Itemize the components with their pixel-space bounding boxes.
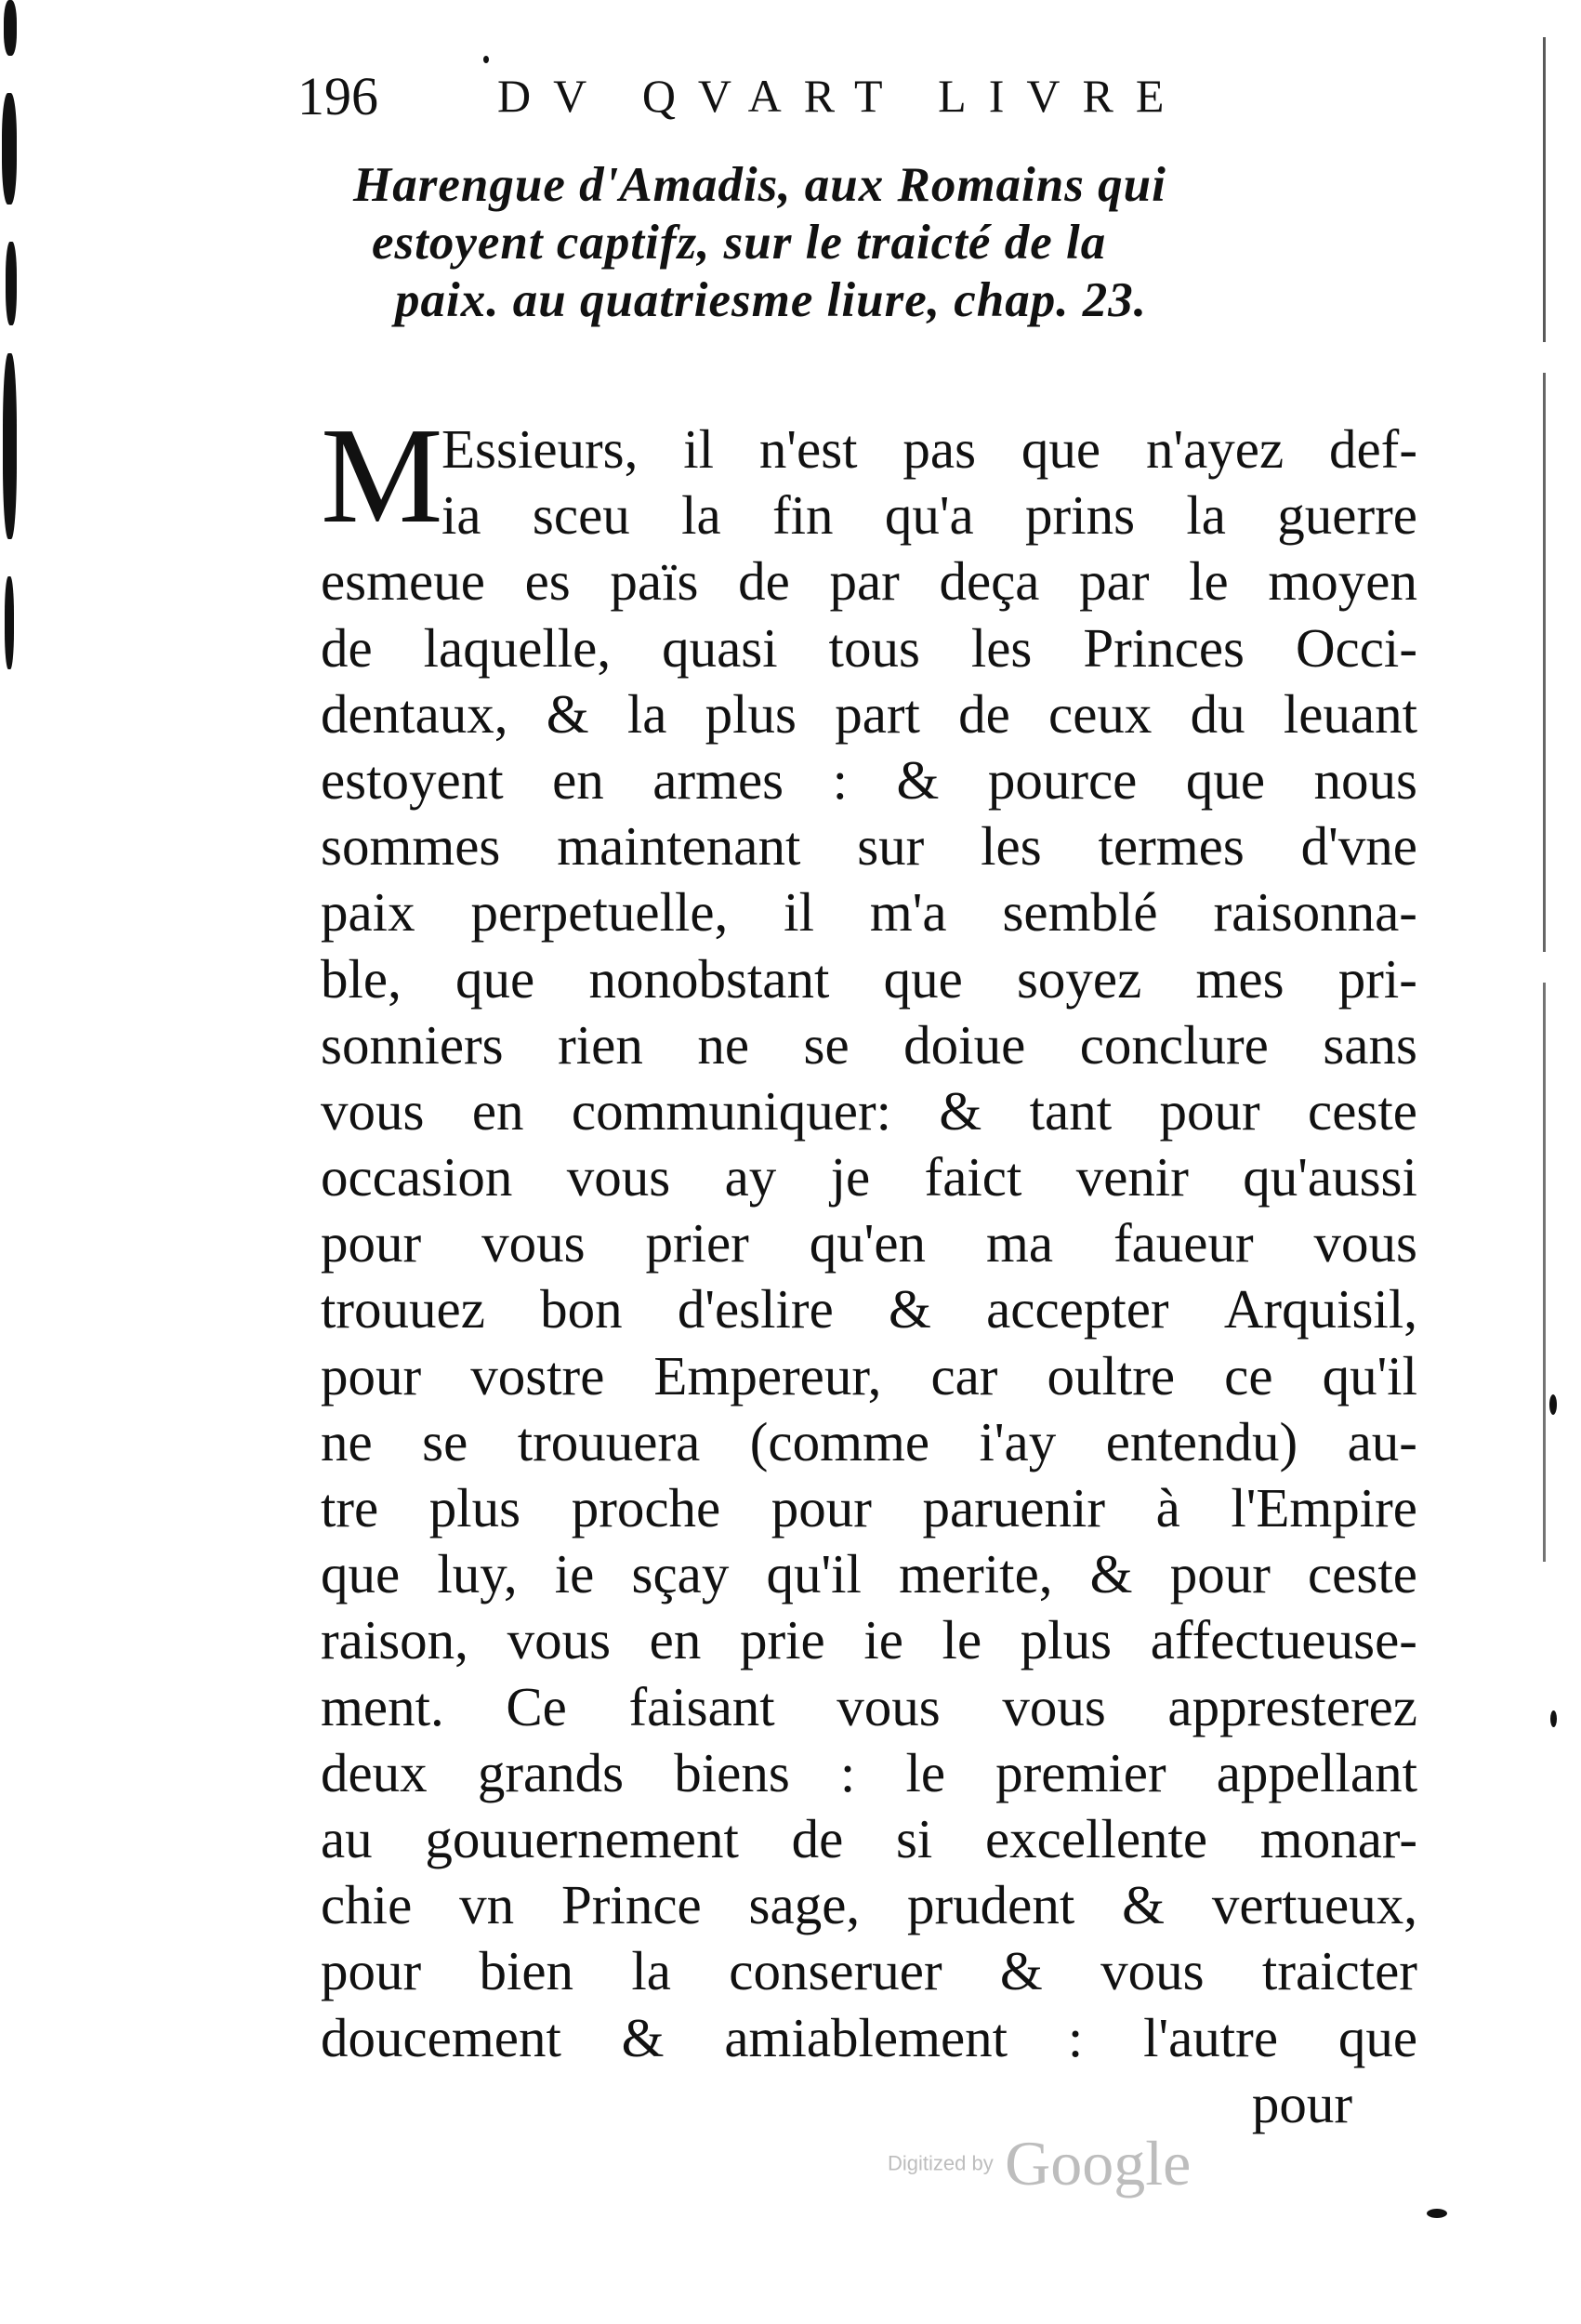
text-line bbox=[321, 1938, 1417, 2004]
word: & bbox=[1089, 1543, 1133, 1605]
word: par bbox=[829, 550, 900, 613]
edge-blot bbox=[6, 242, 17, 325]
word: du bbox=[1190, 682, 1245, 745]
page-header bbox=[297, 65, 1264, 130]
word: car bbox=[930, 1344, 998, 1406]
word: pas bbox=[902, 418, 977, 480]
word: faict bbox=[924, 1146, 1022, 1208]
word: merite, bbox=[899, 1543, 1053, 1605]
word: gouuernement bbox=[425, 1807, 739, 1869]
word: prudent bbox=[906, 1874, 1075, 1936]
word: quasi bbox=[662, 616, 778, 679]
text-line bbox=[321, 1078, 1417, 1144]
word: tous bbox=[828, 616, 920, 679]
word: Occi- bbox=[1295, 616, 1417, 679]
word: : bbox=[832, 748, 848, 811]
ink-speck bbox=[1549, 1394, 1557, 1415]
word: vous bbox=[481, 1212, 586, 1274]
word: en bbox=[552, 748, 604, 811]
left-page-edge bbox=[0, 0, 20, 1766]
word: m'a bbox=[869, 881, 947, 944]
word: deux bbox=[321, 1741, 428, 1803]
word: def- bbox=[1328, 418, 1417, 480]
edge-blot bbox=[3, 353, 17, 539]
word: excellente bbox=[984, 1807, 1208, 1869]
word: de bbox=[738, 550, 790, 613]
ink-speck bbox=[1427, 2209, 1447, 2218]
word: conseruer bbox=[729, 1940, 942, 2002]
word: vostre bbox=[470, 1344, 605, 1406]
word: nous bbox=[1313, 748, 1417, 811]
word: sage, bbox=[748, 1874, 861, 1936]
word: vous bbox=[321, 1079, 425, 1142]
word: Empereur, bbox=[653, 1344, 882, 1406]
word: accepter bbox=[986, 1278, 1169, 1340]
word: & bbox=[939, 1079, 982, 1142]
word: traicter bbox=[1261, 1940, 1417, 2002]
word: termes bbox=[1098, 815, 1245, 878]
word: la bbox=[626, 682, 667, 745]
word: deça bbox=[939, 550, 1040, 613]
text-line bbox=[321, 548, 1417, 614]
word: esmeue bbox=[321, 550, 485, 613]
word: estoyent bbox=[321, 748, 504, 811]
word: trouuera bbox=[517, 1410, 701, 1472]
word: qu'il bbox=[1322, 1344, 1417, 1406]
word: monar- bbox=[1259, 1807, 1417, 1869]
word: qu'il bbox=[766, 1543, 862, 1605]
text-line bbox=[321, 1343, 1417, 1409]
word: & bbox=[896, 748, 940, 811]
text-line bbox=[321, 1475, 1417, 1541]
word: ie bbox=[863, 1609, 903, 1671]
edge-blot bbox=[5, 576, 14, 669]
word: venir bbox=[1075, 1146, 1189, 1208]
word: pour bbox=[1169, 1543, 1271, 1605]
word: sonniers bbox=[321, 1013, 504, 1076]
subtitle-line: Harengue d'Amadis, aux Romains qui bbox=[353, 158, 1166, 212]
word: rien bbox=[558, 1013, 643, 1076]
word: faisant bbox=[628, 1675, 775, 1737]
word: biens bbox=[674, 1741, 790, 1803]
word: (comme bbox=[749, 1410, 930, 1472]
text-line bbox=[321, 879, 1417, 945]
word: es bbox=[524, 550, 571, 613]
catchword: pour bbox=[1251, 2072, 1352, 2134]
word: : bbox=[1067, 2006, 1084, 2068]
word: doiue bbox=[903, 1013, 1026, 1076]
word: se bbox=[803, 1013, 850, 1076]
word: le bbox=[905, 1741, 946, 1803]
word: que bbox=[883, 947, 963, 1010]
word: & bbox=[621, 2006, 665, 2068]
word: sommes bbox=[321, 815, 501, 878]
word: en bbox=[471, 1079, 524, 1142]
word: l'Empire bbox=[1231, 1477, 1417, 1538]
word: trouuez bbox=[321, 1278, 485, 1340]
word: il bbox=[683, 418, 715, 480]
word: au bbox=[321, 1807, 373, 1869]
word: qu'aussi bbox=[1243, 1146, 1417, 1208]
word: communiquer: bbox=[571, 1079, 891, 1142]
word: plus bbox=[705, 682, 797, 745]
word: vous bbox=[1100, 1940, 1205, 2002]
word: qu'a bbox=[884, 484, 974, 547]
word: je bbox=[830, 1146, 871, 1208]
text-line bbox=[321, 1210, 1417, 1276]
word: pource bbox=[987, 748, 1138, 811]
word: ne bbox=[321, 1410, 373, 1472]
word: Princes bbox=[1083, 616, 1245, 679]
word: Ce bbox=[506, 1675, 567, 1737]
word: que bbox=[1337, 2006, 1417, 2068]
watermark-prefix: Digitized by bbox=[888, 2151, 994, 2175]
word: part bbox=[835, 682, 920, 745]
text-line bbox=[321, 813, 1417, 879]
word: de bbox=[321, 616, 373, 679]
word: ceste bbox=[1308, 1079, 1417, 1142]
word: sur bbox=[857, 815, 925, 878]
word: doucement bbox=[321, 2006, 561, 2068]
word: la bbox=[681, 484, 721, 547]
word: occasion bbox=[321, 1146, 513, 1208]
word: bien bbox=[479, 1940, 574, 2002]
word: ne bbox=[697, 1013, 750, 1076]
word: ce bbox=[1224, 1344, 1273, 1406]
edge-blot bbox=[4, 0, 17, 56]
word: bon bbox=[540, 1278, 623, 1340]
word: paruenir bbox=[922, 1477, 1106, 1538]
page-number: 196 bbox=[297, 66, 378, 126]
word: par bbox=[1079, 550, 1150, 613]
word: pour bbox=[321, 1212, 422, 1274]
word: prie bbox=[739, 1609, 825, 1671]
word: Prince bbox=[560, 1874, 702, 1936]
text-line bbox=[321, 1144, 1417, 1210]
word: pour bbox=[1159, 1079, 1260, 1142]
word: pri- bbox=[1337, 947, 1417, 1010]
word: ie bbox=[554, 1543, 595, 1605]
word: de bbox=[958, 682, 1010, 745]
text-line bbox=[321, 1012, 1417, 1078]
body-text bbox=[321, 400, 1417, 2137]
text-line bbox=[321, 482, 1417, 548]
word: à bbox=[1155, 1477, 1180, 1538]
text-line bbox=[321, 1806, 1417, 1872]
word: fin bbox=[772, 484, 834, 547]
word: que bbox=[455, 947, 535, 1010]
word: luy, bbox=[437, 1543, 518, 1605]
word: en bbox=[649, 1609, 702, 1671]
word: leuant bbox=[1283, 682, 1417, 745]
text-line bbox=[321, 1740, 1417, 1806]
word: plus bbox=[1020, 1609, 1113, 1671]
text-line bbox=[321, 615, 1417, 681]
word: tant bbox=[1029, 1079, 1113, 1142]
word: vous bbox=[507, 1609, 612, 1671]
word: païs bbox=[610, 550, 699, 613]
text-line bbox=[321, 1872, 1417, 1938]
text-line bbox=[321, 416, 1417, 482]
word: vertueux, bbox=[1211, 1874, 1417, 1936]
word: grands bbox=[477, 1741, 625, 1803]
word: pour bbox=[771, 1477, 872, 1538]
word: & bbox=[888, 1278, 931, 1340]
word: paix bbox=[321, 881, 415, 944]
word: semblé bbox=[1002, 881, 1158, 944]
word: les bbox=[970, 616, 1033, 679]
running-head: DV QVART LIVRE bbox=[497, 70, 1187, 122]
word: affectueuse- bbox=[1150, 1609, 1417, 1671]
word: armes bbox=[652, 748, 784, 811]
word: moyen bbox=[1268, 550, 1417, 613]
word: : bbox=[839, 1741, 856, 1803]
word: la bbox=[1186, 484, 1226, 547]
text-line bbox=[321, 2005, 1417, 2071]
right-page-edge bbox=[1543, 37, 1546, 1562]
text-line bbox=[321, 1541, 1417, 1607]
word: ble, bbox=[321, 947, 402, 1010]
subtitle-line: paix. au quatriesme liure, chap. 23. bbox=[395, 273, 1147, 327]
word: maintenant bbox=[557, 815, 801, 878]
word: ceux bbox=[1048, 682, 1153, 745]
word: ment. bbox=[321, 1675, 444, 1737]
word: d'vne bbox=[1300, 815, 1417, 878]
word: vn bbox=[459, 1874, 515, 1936]
word: prier bbox=[645, 1212, 749, 1274]
word: que bbox=[1185, 748, 1266, 811]
word: soyez bbox=[1016, 947, 1142, 1010]
digitization-watermark bbox=[888, 2127, 1191, 2200]
watermark-brand: Google bbox=[1005, 2128, 1192, 2199]
word: sans bbox=[1323, 1013, 1417, 1076]
word: amiablement bbox=[724, 2006, 1008, 2068]
word: mes bbox=[1195, 947, 1285, 1010]
text-line bbox=[321, 946, 1417, 1012]
chapter-subtitle bbox=[344, 156, 1348, 329]
word: dentaux, bbox=[321, 682, 508, 745]
word: n'est bbox=[758, 418, 858, 480]
word: raisonna- bbox=[1213, 881, 1417, 944]
word: ay bbox=[724, 1146, 777, 1208]
word: chie bbox=[321, 1874, 413, 1936]
word: que bbox=[1021, 418, 1101, 480]
word: & bbox=[1122, 1874, 1165, 1936]
word: se bbox=[422, 1410, 468, 1472]
ink-speck bbox=[483, 56, 489, 63]
word: proche bbox=[571, 1477, 721, 1538]
word: sçay bbox=[631, 1543, 730, 1605]
word: premier bbox=[995, 1741, 1166, 1803]
word: sceu bbox=[532, 484, 630, 547]
word: d'eslire bbox=[677, 1278, 834, 1340]
word: plus bbox=[428, 1477, 521, 1538]
word: vous bbox=[1313, 1212, 1417, 1274]
word: conclure bbox=[1079, 1013, 1269, 1076]
word: pour bbox=[321, 1344, 422, 1406]
word: tre bbox=[321, 1477, 379, 1538]
word: de bbox=[791, 1807, 844, 1869]
word: la bbox=[631, 1940, 671, 2002]
ink-speck bbox=[1550, 1710, 1557, 1727]
text-line bbox=[321, 681, 1417, 747]
word: prins bbox=[1025, 484, 1136, 547]
word: appellant bbox=[1216, 1741, 1417, 1803]
word: ceste bbox=[1308, 1543, 1417, 1605]
text-line bbox=[321, 1607, 1417, 1673]
word: n'ayez bbox=[1145, 418, 1285, 480]
word: vous bbox=[1002, 1675, 1106, 1737]
word: vous bbox=[837, 1675, 941, 1737]
word: qu'en bbox=[809, 1212, 927, 1274]
word: perpetuelle, bbox=[470, 881, 729, 944]
word: ia bbox=[441, 484, 481, 547]
word: le bbox=[942, 1609, 982, 1671]
word: ma bbox=[985, 1212, 1054, 1274]
word: les bbox=[981, 815, 1042, 878]
text-line bbox=[321, 1674, 1417, 1740]
edge-blot bbox=[2, 93, 17, 205]
word: il bbox=[784, 881, 814, 944]
word: laquelle, bbox=[423, 616, 612, 679]
text-line bbox=[321, 747, 1417, 813]
word: Essieurs, bbox=[441, 418, 639, 480]
word: raison, bbox=[321, 1609, 468, 1671]
word: si bbox=[895, 1807, 933, 1869]
word: oultre bbox=[1047, 1344, 1176, 1406]
word: que bbox=[321, 1543, 401, 1605]
word: vous bbox=[566, 1146, 671, 1208]
word: entendu) bbox=[1105, 1410, 1298, 1472]
word: guerre bbox=[1277, 484, 1417, 547]
word: Arquisil, bbox=[1223, 1278, 1417, 1340]
word: pour bbox=[321, 1940, 422, 2002]
word: & bbox=[546, 682, 589, 745]
word: le bbox=[1189, 550, 1229, 613]
word: & bbox=[999, 1940, 1043, 2002]
text-line bbox=[321, 1276, 1417, 1342]
word: i'ay bbox=[979, 1410, 1057, 1472]
catchword-line bbox=[321, 2071, 1417, 2137]
text-line bbox=[321, 1409, 1417, 1475]
word: appresterez bbox=[1167, 1675, 1417, 1737]
word: l'autre bbox=[1143, 2006, 1279, 2068]
word: nonobstant bbox=[588, 947, 830, 1010]
subtitle-line: estoyent captifz, sur le traicté de la bbox=[372, 216, 1107, 270]
word: faueur bbox=[1113, 1212, 1254, 1274]
drop-cap: M bbox=[321, 400, 443, 552]
word: au- bbox=[1347, 1410, 1417, 1472]
